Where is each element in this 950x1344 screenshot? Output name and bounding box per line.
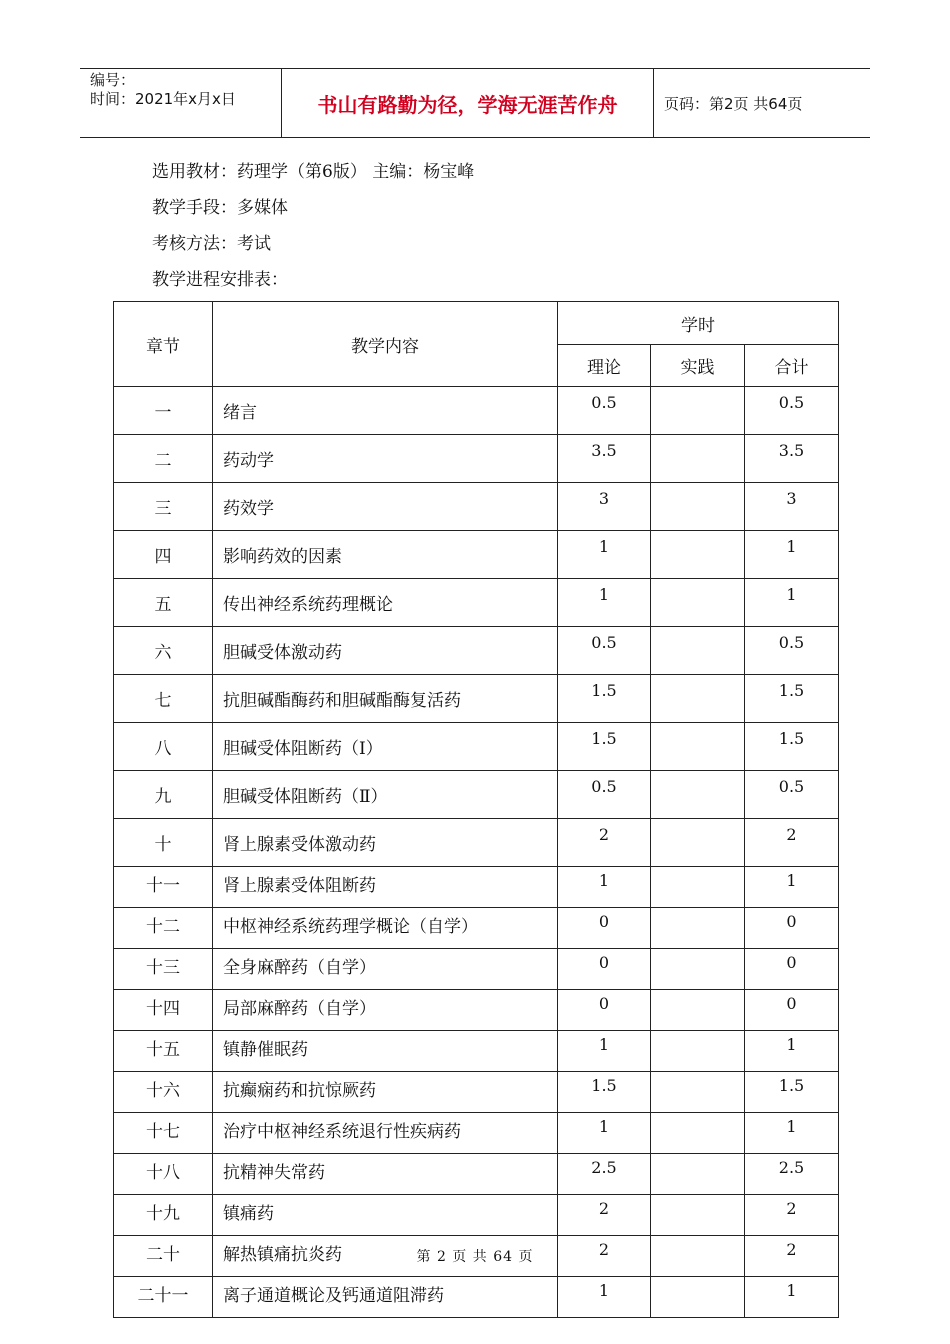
practice-hours-cell [651,1072,745,1113]
content-cell: 治疗中枢神经系统退行性疾病药 [213,1113,558,1154]
teaching-means-line: 教学手段：多媒体 [152,198,288,218]
practice-hours-cell [651,1113,745,1154]
chapter-cell: 六 [114,627,213,675]
total-hours-cell: 0 [745,908,839,949]
table-row [114,990,839,1031]
chapter-cell: 十六 [114,1072,213,1113]
practice-hours-cell [651,1277,745,1318]
chapter-cell: 二 [114,435,213,483]
chapter-cell: 十三 [114,949,213,990]
chapter-cell: 四 [114,531,213,579]
theory-hours-cell: 1 [558,1277,651,1318]
practice-hours-cell [651,1031,745,1072]
total-hours-cell: 3 [745,483,839,531]
content-cell: 镇痛药 [213,1195,558,1236]
chapter-cell: 十九 [114,1195,213,1236]
table-row [114,675,839,723]
content-cell: 肾上腺素受体阻断药 [213,867,558,908]
table-row [114,867,839,908]
theory-hours-cell: 1 [558,1113,651,1154]
theory-hours-cell: 1 [558,531,651,579]
theory-hours-cell: 2.5 [558,1154,651,1195]
content-cell: 药动学 [213,435,558,483]
content-cell: 胆碱受体阻断药（Ⅰ） [213,723,558,771]
schedule-table [113,301,839,1318]
practice-hours-cell [651,990,745,1031]
theory-hours-cell: 0.5 [558,627,651,675]
practice-hours-cell [651,908,745,949]
total-hours-cell: 2 [745,1236,839,1277]
content-cell: 离子通道概论及钙通道阻滞药 [213,1277,558,1318]
total-hours-cell: 1 [745,1277,839,1318]
header-chapter: 章节 [114,302,213,387]
total-hours-cell: 1 [745,579,839,627]
total-hours-cell: 2.5 [745,1154,839,1195]
content-cell: 胆碱受体激动药 [213,627,558,675]
content-cell: 绪言 [213,387,558,435]
chapter-cell: 十一 [114,867,213,908]
schedule-title: 教学进程安排表： [152,270,288,290]
chapter-cell: 五 [114,579,213,627]
header-theory: 理论 [558,345,651,387]
page-footer: 第 2 页 共 64 页 [416,1249,534,1265]
practice-hours-cell [651,819,745,867]
practice-hours-cell [651,723,745,771]
total-hours-cell: 3.5 [745,435,839,483]
practice-hours-cell [651,627,745,675]
theory-hours-cell: 1 [558,1031,651,1072]
date-line: 时间：2021年x月x日 [90,90,236,108]
theory-hours-cell: 0 [558,990,651,1031]
practice-hours-cell [651,867,745,908]
header-content: 教学内容 [213,302,558,387]
table-row [114,579,839,627]
content-cell: 胆碱受体阻断药（Ⅱ） [213,771,558,819]
page-header [80,68,870,138]
theory-hours-cell: 1 [558,867,651,908]
chapter-cell: 十二 [114,908,213,949]
chapter-cell: 一 [114,387,213,435]
theory-hours-cell: 1 [558,579,651,627]
content-cell: 肾上腺素受体激动药 [213,819,558,867]
header-page-info: 页码：第2页 共64页 [664,94,803,113]
content-cell: 局部麻醉药（自学） [213,990,558,1031]
content-cell: 影响药效的因素 [213,531,558,579]
theory-hours-cell: 1.5 [558,675,651,723]
table-row [114,1277,839,1318]
practice-hours-cell [651,1195,745,1236]
table-row [114,819,839,867]
total-hours-cell: 1 [745,1113,839,1154]
content-cell: 解热镇痛抗炎药 [213,1236,558,1277]
theory-hours-cell: 0 [558,908,651,949]
total-hours-cell: 1 [745,1031,839,1072]
practice-hours-cell [651,435,745,483]
practice-hours-cell [651,1154,745,1195]
table-row [114,771,839,819]
chapter-cell: 三 [114,483,213,531]
total-hours-cell: 1.5 [745,723,839,771]
assessment-line: 考核方法：考试 [152,234,271,254]
table-header-row [114,302,839,345]
theory-hours-cell: 2 [558,819,651,867]
theory-hours-cell: 1.5 [558,723,651,771]
table-row [114,1113,839,1154]
chapter-cell: 十八 [114,1154,213,1195]
content-cell: 抗精神失常药 [213,1154,558,1195]
table-body [114,387,839,1318]
total-hours-cell: 0.5 [745,387,839,435]
total-hours-cell: 0.5 [745,771,839,819]
table-row [114,387,839,435]
table-row [114,1154,839,1195]
total-hours-cell: 0 [745,949,839,990]
content-cell: 抗癫痫药和抗惊厥药 [213,1072,558,1113]
table-row [114,1072,839,1113]
practice-hours-cell [651,579,745,627]
header-hours: 学时 [558,302,839,345]
practice-hours-cell [651,771,745,819]
table-row [114,435,839,483]
chapter-cell: 二十一 [114,1277,213,1318]
total-hours-cell: 1.5 [745,1072,839,1113]
content-cell: 药效学 [213,483,558,531]
header-left [90,71,236,109]
total-hours-cell: 2 [745,819,839,867]
chapter-cell: 八 [114,723,213,771]
theory-hours-cell: 2 [558,1195,651,1236]
content-cell: 传出神经系统药理概论 [213,579,558,627]
chapter-cell: 二十 [114,1236,213,1277]
total-hours-cell: 0 [745,990,839,1031]
content-cell: 抗胆碱酯酶药和胆碱酯酶复活药 [213,675,558,723]
chapter-cell: 十五 [114,1031,213,1072]
practice-hours-cell [651,675,745,723]
theory-hours-cell: 1.5 [558,1072,651,1113]
table-row [114,627,839,675]
total-hours-cell: 1.5 [745,675,839,723]
practice-hours-cell [651,483,745,531]
total-hours-cell: 1 [745,531,839,579]
theory-hours-cell: 3.5 [558,435,651,483]
table-row [114,531,839,579]
total-hours-cell: 0.5 [745,627,839,675]
practice-hours-cell [651,531,745,579]
content-cell: 中枢神经系统药理学概论（自学） [213,908,558,949]
total-hours-cell: 2 [745,1195,839,1236]
header-divider [653,69,654,137]
table-row [114,1195,839,1236]
theory-hours-cell: 3 [558,483,651,531]
chapter-cell: 九 [114,771,213,819]
content-cell: 镇静催眠药 [213,1031,558,1072]
content-cell: 全身麻醉药（自学） [213,949,558,990]
theory-hours-cell: 0.5 [558,771,651,819]
chapter-cell: 十 [114,819,213,867]
practice-hours-cell [651,949,745,990]
textbook-line: 选用教材：药理学（第6版） 主编：杨宝峰 [152,162,475,182]
theory-hours-cell: 0.5 [558,387,651,435]
table-row [114,1031,839,1072]
table-row [114,483,839,531]
theory-hours-cell: 2 [558,1236,651,1277]
header-practice: 实践 [651,345,745,387]
table-row [114,908,839,949]
table-row [114,723,839,771]
header-total: 合计 [745,345,839,387]
number-label: 编号： [90,71,136,89]
total-hours-cell: 1 [745,867,839,908]
chapter-cell: 七 [114,675,213,723]
table-row [114,949,839,990]
practice-hours-cell [651,387,745,435]
header-motto: 书山有路勤为径，学海无涯苦作舟 [317,92,618,117]
chapter-cell: 十七 [114,1113,213,1154]
theory-hours-cell: 0 [558,949,651,990]
chapter-cell: 十四 [114,990,213,1031]
